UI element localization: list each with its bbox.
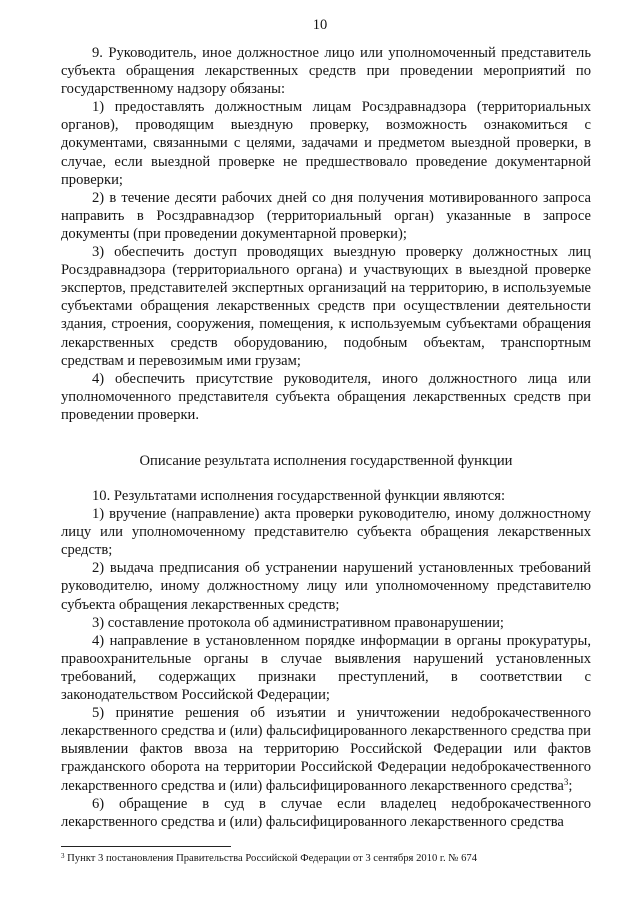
paragraph-10-item-1: 1) вручение (направление) акта проверки руководителю, иному должностному лицу или уполномоченному представителю субъекта обращения лекарственных средств;	[61, 506, 591, 559]
paragraph-10-item-5-end: ;	[568, 777, 573, 794]
footnote-text: Пункт 3 постановления Правительства Российской Федерации от 3 сентября 2010 г. № 674	[64, 853, 477, 864]
section-obligations	[61, 44, 591, 424]
paragraph-9-intro: 9. Руководитель, иное должностное лицо или уполномоченный представитель субъекта обращения лекарственных средств при проведении мероприятий по государственному надзору обязаны:	[61, 45, 591, 98]
paragraph-9-item-3: 3) обеспечить доступ проводящих выездную проверку должностных лиц Росздравнадзора (территориального органа) и участвующих в выездной проверке экспертов, представителей экспертных организаций на территорию, в используемые субъектами обращения лекарственных средств при осуществлении деятельности здания, строения, сооружения, помещения, к используемым субъектами обращения лекарственных средств оборудованию, подобным объектам, транспортным средствам и перевозимым ими грузам;	[61, 244, 591, 369]
section-results	[61, 487, 591, 831]
footnote-reference: 3	[563, 776, 569, 787]
paragraph-10-item-3: 3) составление протокола об административном правонарушении;	[92, 614, 504, 631]
footnote	[61, 852, 591, 865]
section-heading: Описание результата исполнения государственной функции	[139, 453, 513, 469]
paragraph-10-item-2: 2) выдача предписания об устранении нарушений установленных требований руководителю, иному должностному лицу или уполномоченному представителю субъекта обращения лекарственных средств;	[61, 560, 591, 613]
footnote-marker: 3	[61, 852, 65, 860]
page-number: 10	[312, 17, 328, 33]
paragraph-10-item-5-text: 5) принятие решения об изъятии и уничтожении недоброкачественного лекарственного средства и (или) фальсифицированного лекарственного средства при выявлении фактов ввоза на территорию Российской Федерации или фактов гражданского оборота на территории Российской Федерации недоброкачественного лекарственного средства и (или) фальсифицированного лекарственного средства	[61, 705, 591, 794]
paragraph-9-item-1: 1) предоставлять должностным лицам Росздравнадзора (территориальных органов), проводящим выездную проверку, возможность ознакомиться с документами, связанными с целями, задачами и предметом выездной проверки, в случае, если выездной проверке не предшествовало проведение документарной проверки;	[61, 99, 591, 188]
footnote-separator	[61, 846, 231, 847]
paragraph-9-item-4: 4) обеспечить присутствие руководителя, иного должностного лица или уполномоченного представителя субъекта обращения лекарственных средств при проведении проверки.	[61, 370, 591, 423]
paragraph-10-item-4: 4) направление в установленном порядке информации в органы прокуратуры, правоохранительные органы в случае выявления нарушений установленных требований, содержащих признаки преступлений, в соответствии с законодательством Российской Федерации;	[61, 632, 591, 704]
paragraph-9-item-2: 2) в течение десяти рабочих дней со дня получения мотивированного запроса направить в Росздравнадзор (территориальный орган) указанные в запросе документы (при проведении документарной проверки);	[61, 189, 591, 242]
paragraph-10-item-5	[61, 704, 591, 794]
paragraph-10-intro: 10. Результатами исполнения государственной функции являются:	[92, 488, 506, 504]
paragraph-10-item-6: 6) обращение в суд в случае если владелец недоброкачественного лекарственного средства и (или) фальсифицированного лекарственного средства	[61, 795, 591, 830]
